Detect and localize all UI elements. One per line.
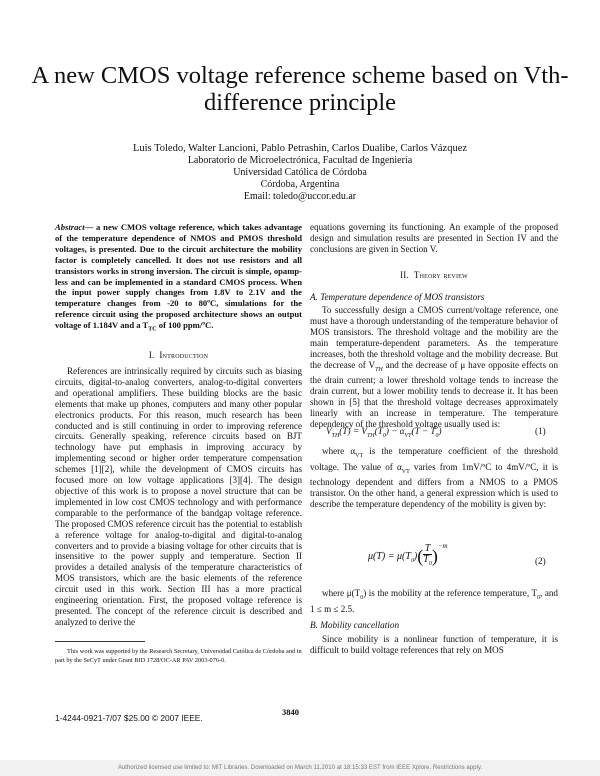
intro-continuation-text: equations governing its functioning. An example of the proposed design and simulation results are presented in Section IV and the conclusions are given in Section V. (310, 222, 558, 254)
introduction-continuation (310, 222, 558, 255)
subsection-b-heading: B. Mobility cancellation (310, 620, 400, 630)
section-2-number: II. (400, 270, 409, 280)
affiliation-university: Universidad Católica de Córdoba (233, 167, 367, 178)
section-2-title: Theory review (413, 270, 468, 280)
equation-1-paragraph (310, 446, 558, 510)
page-number: 3840 (282, 707, 299, 717)
equation-2: $\mu(T) = \mu(T_0)$( $\frac{T}{T_0}$ )$^{-m}$ (368, 542, 448, 567)
subsection-a-body (310, 305, 558, 430)
title-line-1: A new CMOS voltage reference scheme based on Vth- (31, 62, 569, 89)
fraction-t-over-t0: $\frac{T}{T_0}$ (423, 543, 432, 567)
author-list: Luis Toledo, Walter Lancioni, Pablo Petrashin, Carlos Dualibe, Carlos Vázquez (132, 143, 468, 154)
equation-1-number: (1) (535, 426, 546, 436)
section-1-heading (55, 350, 302, 361)
eq1-where-3: varies from 1mV/ºC to 4mV/ºC, it is technology dependent and differs from a NMOS to a PMOS transistor. On the other hand, a general expression which is used to describe the temperature dependency of the mobility is given by: (310, 461, 559, 510)
author-email: Email: toledo@uccor.edu.ar (243, 191, 357, 202)
abstract-label: Abstract (55, 222, 85, 232)
introduction-paragraph: References are intrinsically required by circuits such as biasing circuits, digital-to-analog converters, analog-to-digital converters and operational amplifiers. These building blocks are the basic elements that make up phones, computers and many other popular electronics products. For this reason, much research has been conducted and is still continuing in order to improving reference circuits. Generally speaking, reference circuits based on BJT technology have put emphasis in improving accuracy by implementing second or higher order temperature compensation schemes [1][2], while the development of CMOS circuits has focused more on low voltage applications [3][4]. The design objective of this work is to propose a novel structure that can be implemented in low cost CMOS technology and with performance comparable to the performance of the bandgap voltage reference. The proposed CMOS reference circuit has the potential to establish a reference voltage for analog-to-digital and digital-to-analog converters and to provide a biasing voltage for other circuits that is insensitive to the power supply and temperature. Section II provides a detailed analysis of the temperature characteristics of MOS transistors, which are the basic elements of the reference circuit used in this work. Section III has a more practical engineering orientation. First, the proposed voltage reference is presented. The concept of the reference circuit is described and analyzed to derive the (55, 366, 302, 627)
eq2-where-3: , and 1 ≤ m ≤ 2.5. (310, 588, 558, 614)
equation-1-explanation (310, 446, 558, 510)
affiliation-city: Córdoba, Argentina (260, 179, 340, 190)
abstract-tail: of 100 ppm/ºC. (156, 320, 214, 331)
subsection-b-body (310, 634, 558, 656)
abstract-text: — a new CMOS voltage reference, which takes advantage of the temperature dependence of NMOS and PMOS threshold voltages, is presented. Due to the circuit architecture the mobility factor is completely cancelled. It does not use resistors and all transistors works in strong inversion. The circuit is simple, opamp-less and can be implemented in a standard CMOS process. When the input power supply changes from 1.8V to 2.1V and the temperature changes from -20 to 80ºC, simulations for the reference circuit using the proposed architecture shows an output voltage of 1.184V and a T (55, 222, 302, 331)
vth-subscript: TH (375, 366, 383, 373)
section-1-title: Introduction (159, 350, 209, 360)
equation-2-paragraph (310, 588, 558, 615)
subsection-a-heading: A. Temperature dependence of MOS transistors (310, 292, 485, 302)
eq2-where-1: where μ(T (322, 588, 361, 598)
footnote-rule (55, 641, 145, 642)
t0-subscript-2: 0 (537, 594, 541, 601)
copyright-line: 1-4244-0921-7/07 $25.00 © 2007 IEEE. (55, 713, 203, 723)
equation-2-number: (2) (535, 556, 546, 566)
eq1-where-2: is the temperature coefficient of the threshold voltage. The value of α (310, 446, 558, 472)
t0-subscript: 0 (360, 594, 364, 601)
subsection-a-text-2: and the decrease of μ have opposite effects on the drain current; a lower threshold voltage tends to increase the drain current, but a lower mobility tends to decrease it. It has been shown in [5] that the threshold voltage decreases approximately linearly with an increase in temperature. The temperature dependency of the threshold voltage usually used is: (310, 359, 558, 429)
eq1-where-1: where α (322, 446, 356, 456)
abstract-tc-subscript: TC (148, 326, 157, 333)
eq2-where-2: ) is the mobility at the reference temperature, T (363, 588, 538, 598)
license-notice: Authorized licensed use limited to: MIT Libraries. Downloaded on March 11,2010 at 18:15:33 EST from IEEE Xplore. Restrictions apply. (117, 764, 483, 771)
equation-1: $V_{TH}(T) = V_{TH}(T_0) - \alpha_{VT}(T - T_0)$ (326, 426, 442, 439)
section-2-heading (310, 270, 558, 281)
section-1-number: I. (148, 350, 155, 360)
affiliation-lab: Laboratorio de Microelectrónica, Facultad de Ingeniería (187, 155, 413, 166)
equation-2-explanation (310, 588, 558, 615)
alpha-vt-subscript: VT (355, 452, 364, 459)
subsection-a-text-1: To successfully design a CMOS current/voltage reference, one must have a thorough understanding of the temperature behavior of MOS transistors. The threshold voltage and the mobility are the main temperature-dependent parameters. As the temperature increases, both the threshold voltage and the mobility decrease. But the decrease of V (310, 305, 558, 370)
introduction-body (55, 366, 302, 628)
title-line-2: difference principle (203, 89, 397, 116)
subsection-b-paragraph: Since mobility is a nonlinear function of temperature, it is difficult to build voltage references that rely on MOS (310, 634, 558, 655)
funding-footnote (55, 648, 302, 665)
alpha-vt-subscript-2: VT (401, 468, 410, 475)
abstract (55, 222, 302, 336)
paper-title (20, 62, 580, 116)
subsection-a-paragraph (310, 305, 558, 430)
footnote-text: This work was supported by the Research Secretary, Universidad Católica de Córdoba and in part by the SeCyT under Grant BID 1728/OC-AR PAV 2003-076-0. (55, 648, 302, 664)
